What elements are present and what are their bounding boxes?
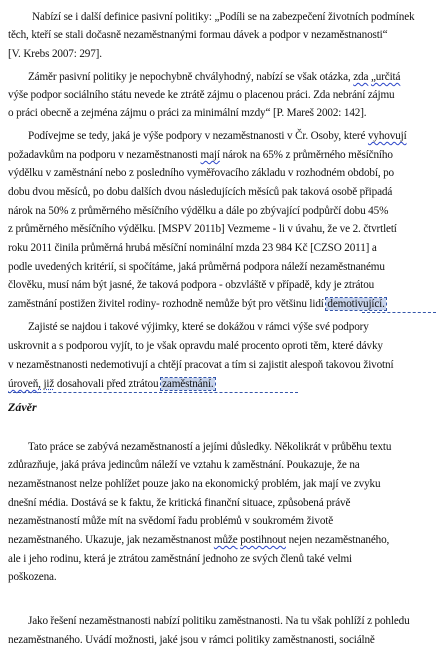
paragraph-line: nezaměstnaností může mít na svědomí řadu problémů v soukromém životě	[8, 515, 334, 527]
paragraph-line: dnešní média. Dostává se k faktu, že kritická finanční situace, způsobená právě	[8, 497, 351, 509]
paragraph-line: člověku, musí nám být jasné, že taková podpora - obzvláště v případě, kdy je ztrátou	[8, 279, 375, 291]
selected-text[interactable]: demotivující.	[327, 298, 385, 310]
spellcheck-flag: vyhovují	[367, 130, 407, 142]
paragraph-line: v nezaměstnanosti nedemotivují a chtějí pracovat a tím si zajistit alespoň takovou životní	[8, 359, 394, 371]
paragraph-line: těch, kteří se stali dočasně nezaměstnanými formau dávek a podpor v nezaměstnanosti“	[8, 29, 388, 41]
section-heading: Závěr	[8, 400, 37, 414]
paragraph-line: ale i jeho rodinu, která je ztrátou zaměstnání jednoho ze svých členů také velmi	[8, 553, 353, 565]
paragraph-line: nezaměstnaného. Ukazuje, jak nezaměstnanost může postihnout nejen nezaměstnaného,	[8, 534, 390, 546]
paragraph-line: [V. Krebs 2007: 297].	[8, 48, 102, 60]
paragraph-line: úroveň, již dosahovali před ztrátou zaměstnání.	[8, 378, 214, 390]
paragraph-line: výše podpor sociálního státu nevede ke ztrátě zájmu o placenou práci. Zda nebrání zájmu	[8, 89, 395, 101]
spellcheck-flag: „určitá	[370, 71, 401, 83]
paragraph-line: nezaměstnaného. Uvádí možnosti, jaké jsou v rámci politiky zaměstnanosti, sociálně	[8, 634, 375, 646]
paragraph-line: nezaměstnanost nelze pohlížet pouze jako na ekonomický problém, jak mají ve zvyku	[8, 478, 381, 490]
paragraph-line: nárok na 50% z průměrného měsíčního výdělku a dále po zbývající podpůrčí dobu 45%	[8, 205, 389, 217]
paragraph-line: o práci obecně a zejména zájmu o práci za minimální mzdy“ [P. Mareš 2002: 142].	[8, 107, 367, 119]
paragraph-line: z průměrného měsíčního výdělku. [MSPV 2011b] Vezmeme - li v úvahu, že ve 2. čtvrtletí	[8, 223, 397, 235]
track-change-marker	[8, 392, 298, 393]
selected-text[interactable]: zaměstnání.	[162, 378, 214, 390]
paragraph-line: roku 2011 činila průměrná hrubá měsíční nominální mzda 23 984 Kč [CZSO 2011] a	[8, 242, 377, 254]
spellcheck-flag: může	[213, 534, 238, 546]
paragraph-line: Nabízí se i další definice pasivní politiky: „Podíli se na zabezpečení životních podmínek	[32, 11, 415, 23]
paragraph-line: poškozena.	[8, 571, 57, 583]
paragraph-line: Zajisté se najdou i takové výjimky, které se dokážou v rámci výše své podpory	[28, 321, 369, 333]
paragraph-line: Podívejme se tedy, jaká je výše podpory v nezaměstnanosti v Čr. Osoby, které vyhovují	[28, 130, 407, 142]
paragraph-line: Jako řešení nezaměstnanosti nabízí politiku zaměstnanosti. Na tu však pohlíží z pohledu	[28, 615, 410, 627]
paragraph-line: Záměr pasivní politiky je nepochybně chvályhodný, nabízí se však otázka, zda „určitá	[28, 71, 401, 83]
paragraph-line: výdělku v zaměstnání nebo z posledního vyměřovacího základu v rozhodném období, po	[8, 167, 394, 179]
paragraph-line: zdůrazňuje, jaká práva jedincům náleží ve vztahu k zaměstnání. Poukazuje, že na	[8, 459, 360, 471]
paragraph-line: dobu dvou měsíců, po dobu dalších dvou následujících měsíců pak taková osobě připadá	[8, 186, 393, 198]
paragraph-line: uskrovnit a s podporou vyjít, to je však opravdu malé procento oproti těm, které dávky	[8, 340, 383, 352]
paragraph-line: podle uvedených kritérií, si spočítáme, jaká průměrná podpora náleží nezaměstnanému	[8, 261, 385, 273]
grammar-flag: , již	[38, 378, 55, 390]
spellcheck-flag: mají	[200, 149, 220, 161]
paragraph-line: zaměstnání postižen živitel rodiny- rozhodně nemůže být pro většinu lidí demotivující.	[8, 298, 385, 310]
paragraph-line: Tato práce se zabývá nezaměstnaností a jejími důsledky. Několikrát v průběhu textu	[28, 441, 392, 453]
paragraph-line: požadavkům na podporu v nezaměstnanosti mají nárok na 65% z průměrného měsíčního	[8, 149, 393, 161]
spellcheck-flag: zda	[353, 71, 369, 83]
spellcheck-flag: úroveň	[8, 378, 39, 390]
track-change-marker	[362, 312, 436, 313]
spellcheck-flag: postihnout	[240, 534, 286, 546]
